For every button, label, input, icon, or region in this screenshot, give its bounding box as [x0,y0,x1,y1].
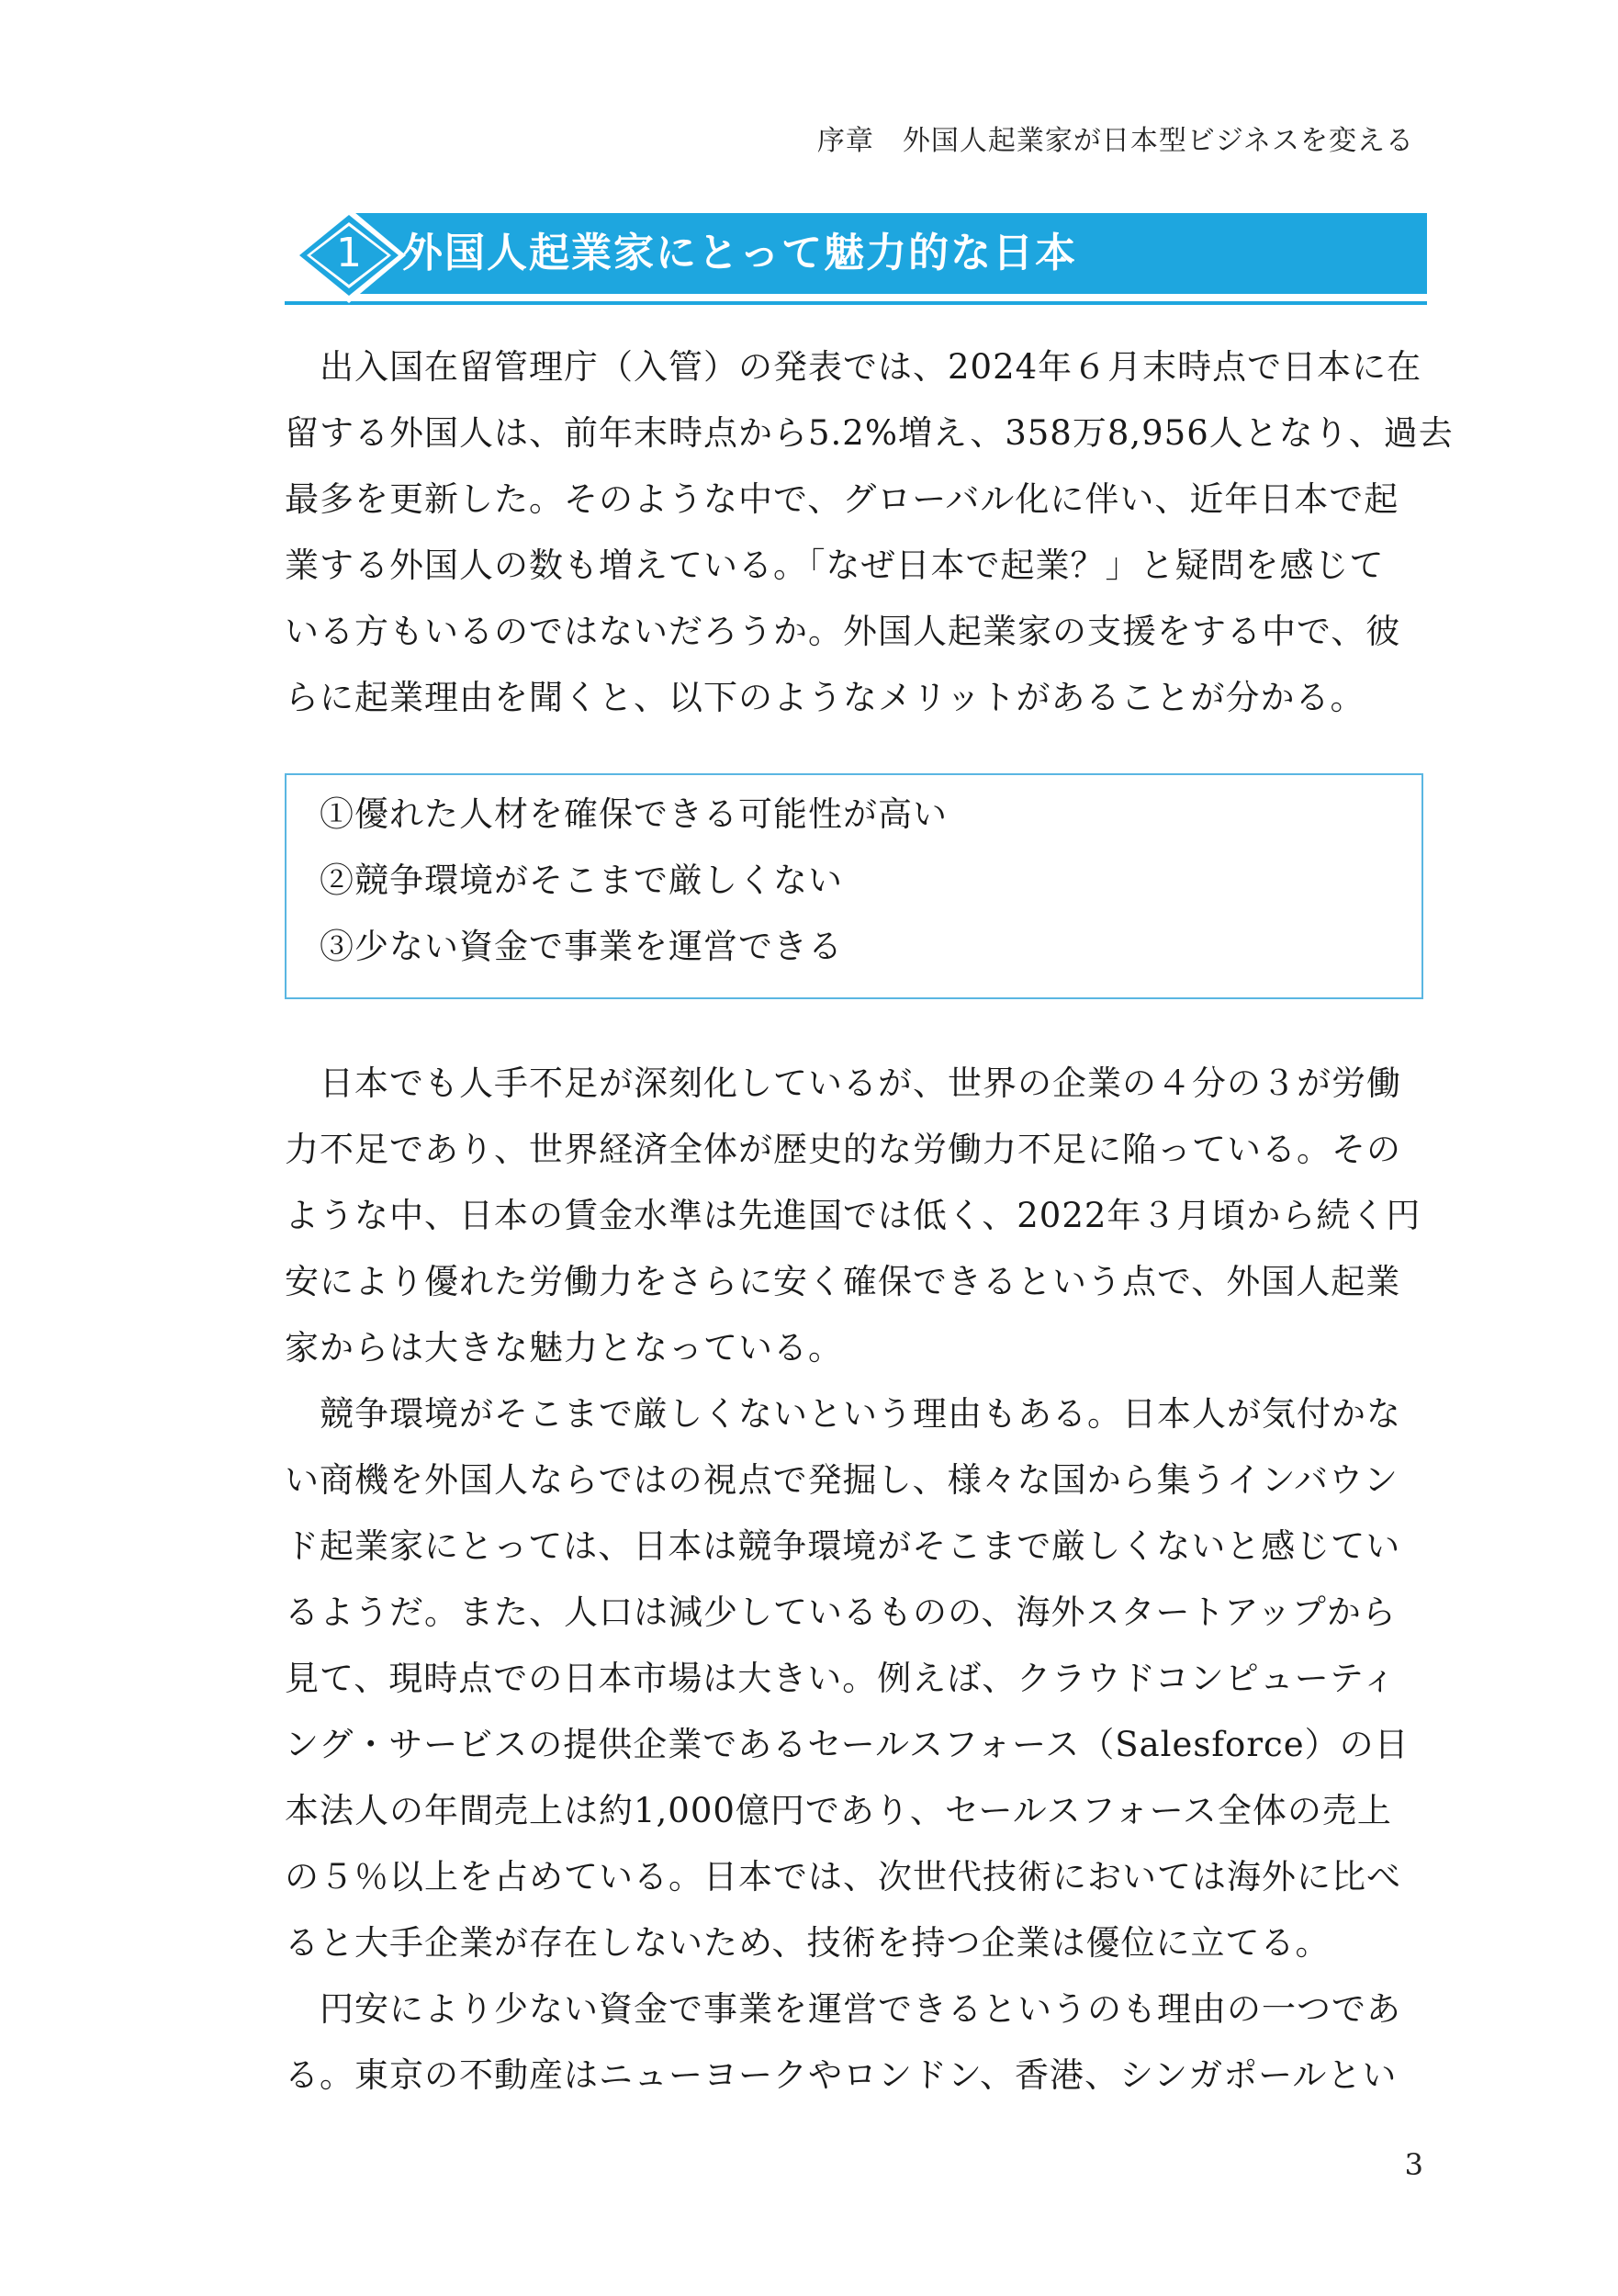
text-line: 安により優れた労働力をさらに安く確保できるという点で、外国人起業 [285,1262,1401,1301]
paragraph-intro [285,334,1454,731]
text-line: ド起業家にとっては、日本は競争環境がそこまで厳しくないと感じてい [285,1526,1401,1566]
text-line: 留する外国人は、前年末時点から5.2%増え、358万8,956人となり、過去 [285,413,1454,453]
paragraph-yen [285,1976,1427,2109]
text-line: 円安により少ない資金で事業を運営できるというのも理由の一つであ [285,1989,1401,2029]
text-line: 業する外国人の数も増えている。「なぜ日本で起業？」と疑問を感じて [285,546,1385,585]
section-heading-banner [285,213,1427,305]
text-line: いる方もいるのではないだろうか。外国人起業家の支援をする中で、彼 [285,612,1401,651]
merit-item: ②競争環境がそこまで厳しくない [320,861,843,900]
paragraph-competition [285,1381,1427,1976]
text-line: ると大手企業が存在しないため、技術を持つ企業は優位に立てる。 [285,1923,1331,1963]
text-line: らに起業理由を聞くと、以下のようなメリットがあることが分かる。 [285,678,1365,717]
merit-item: ①優れた人材を確保できる可能性が高い [320,794,948,834]
text-line: る。東京の不動産はニューヨークやロンドン、香港、シンガポールとい [285,2055,1398,2095]
page-number: 3 [1404,2147,1423,2182]
section-heading-rule [285,301,1427,305]
text-line: 出入国在留管理庁（入管）の発表では、2024年６月末時点で日本に在 [285,347,1422,387]
text-line: 日本でも人手不足が深刻化しているが、世界の企業の４分の３が労働 [285,1064,1401,1103]
text-line: の５％以上を占めている。日本では、次世代技術においては海外に比べ [285,1857,1401,1896]
section-title: 外国人起業家にとって魅力的な日本 [402,230,1078,276]
text-line: 家からは大きな魅力となっている。 [285,1328,843,1367]
text-line: ング・サービスの提供企業であるセールスフォース（Salesforce）の日 [285,1725,1410,1764]
text-line: 競争環境がそこまで厳しくないという理由もある。日本人が気付かな [285,1394,1401,1434]
running-header: 序章 外国人起業家が日本型ビジネスを変える [816,125,1414,157]
text-line: 最多を更新した。そのような中で、グローバル化に伴い、近年日本で起 [285,479,1399,519]
text-line: い商機を外国人ならではの視点で発掘し、様々な国から集うインバウン [285,1460,1399,1500]
text-line: 見て、現時点での日本市場は大きい。例えば、クラウドコンピューティ [285,1659,1397,1698]
section-number: 1 [336,230,362,276]
text-line: 力不足であり、世界経済全体が歴史的な労働力不足に陥っている。その [285,1130,1401,1169]
text-line: るようだ。また、人口は減少しているものの、海外スタートアップから [285,1593,1397,1632]
merit-item: ③少ない資金で事業を運営できる [320,927,843,966]
text-line: ような中、日本の賃金水準は先進国では低く、2022年３月頃から続く円 [285,1196,1421,1235]
text-line: 本法人の年間売上は約1,000億円であり、セールスフォース全体の売上 [285,1791,1392,1830]
paragraph-labor [285,1051,1427,1381]
merits-box [285,773,1423,999]
